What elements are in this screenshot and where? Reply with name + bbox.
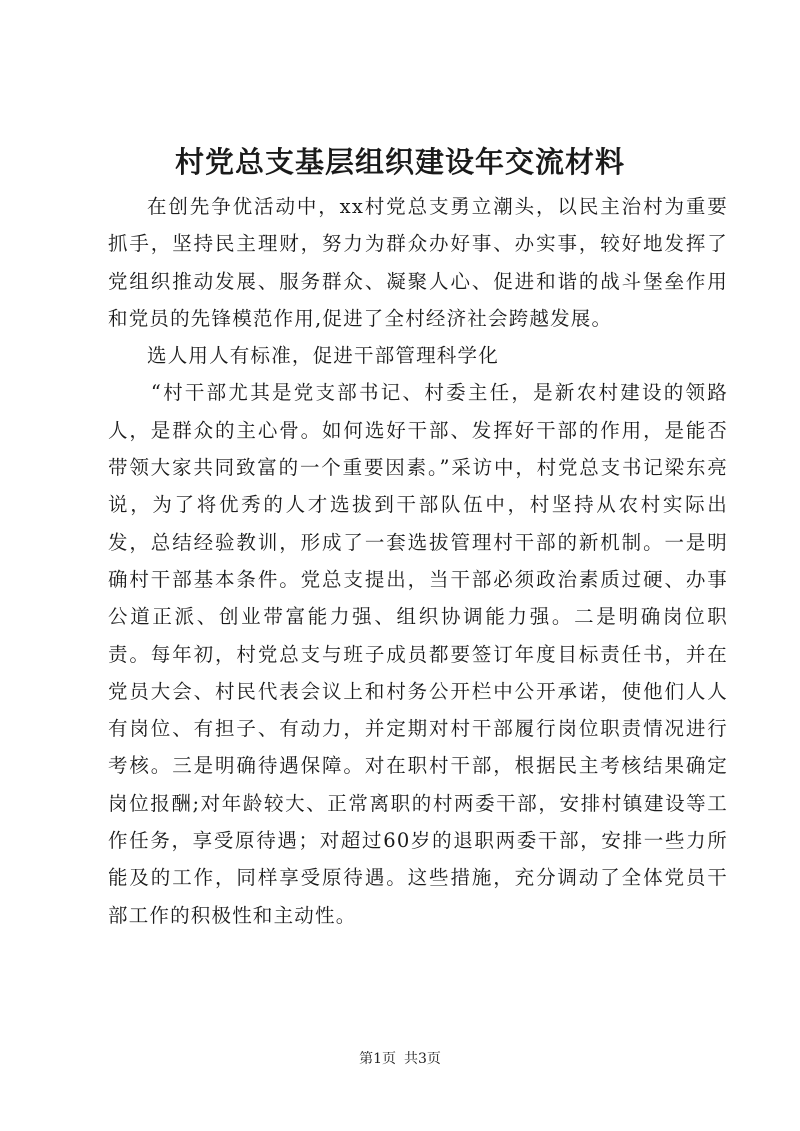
section-heading: 选人用人有标准，促进干部管理科学化 xyxy=(147,344,499,368)
body-paragraph: “村干部尤其是党支部书记、村委主任，是新农村建设的领路人，是群众的主心骨。如何选好干部、发挥好干部的作用，是能否带领大家共同致富的一个重要因素。”采访中，村党总支书记梁东亮说，为了将优秀的人才选拔到干部队伍中，村坚持从农村实际出发，总结经验教训，形成了一套选拔管理村干部的新机制。一是明确村干部基本条件。党总支提出，当干部必须政治素质过硬、办事公道正派、创业带富能力强、组织协调能力强。二是明确岗位职责。每年初，村党总支与班子成员都要签订年度目标责任书，并在党员大会、村民代表会议上和村务公开栏中公开承诺，使他们人人有岗位、有担子、有动力，并定期对村干部履行岗位职责情况进行考核。三是明确待遇保障。对在职村干部，根据民主考核结果确定岗位报酬;对年龄较大、正常离职的村两委干部，安排村镇建设等工作任务，享受原待遇；对超过60岁的退职两委干部，安排一些力所能及的工作，同样享受原待遇。这些措施，充分调动了全体党员干部工作的积极性和主动性。 xyxy=(108,381,728,927)
page-total: 共3页 xyxy=(404,1051,441,1067)
document-title: 村党总支基层组织建设年交流材料 xyxy=(174,145,625,179)
page-number: 第1页 xyxy=(359,1051,396,1067)
intro-paragraph: 在创先争优活动中，xx村党总支勇立潮头，以民主治村为重要抓手，坚持民主理财，努力为群众办好事、办实事，较好地发挥了党组织推动发展、服务群众、凝聚人心、促进和谐的战斗堡垒作用和党员的先锋模范作用,促进了全村经济社会跨越发展。 xyxy=(108,195,728,330)
document-body xyxy=(108,188,728,934)
page-footer xyxy=(0,1049,800,1069)
